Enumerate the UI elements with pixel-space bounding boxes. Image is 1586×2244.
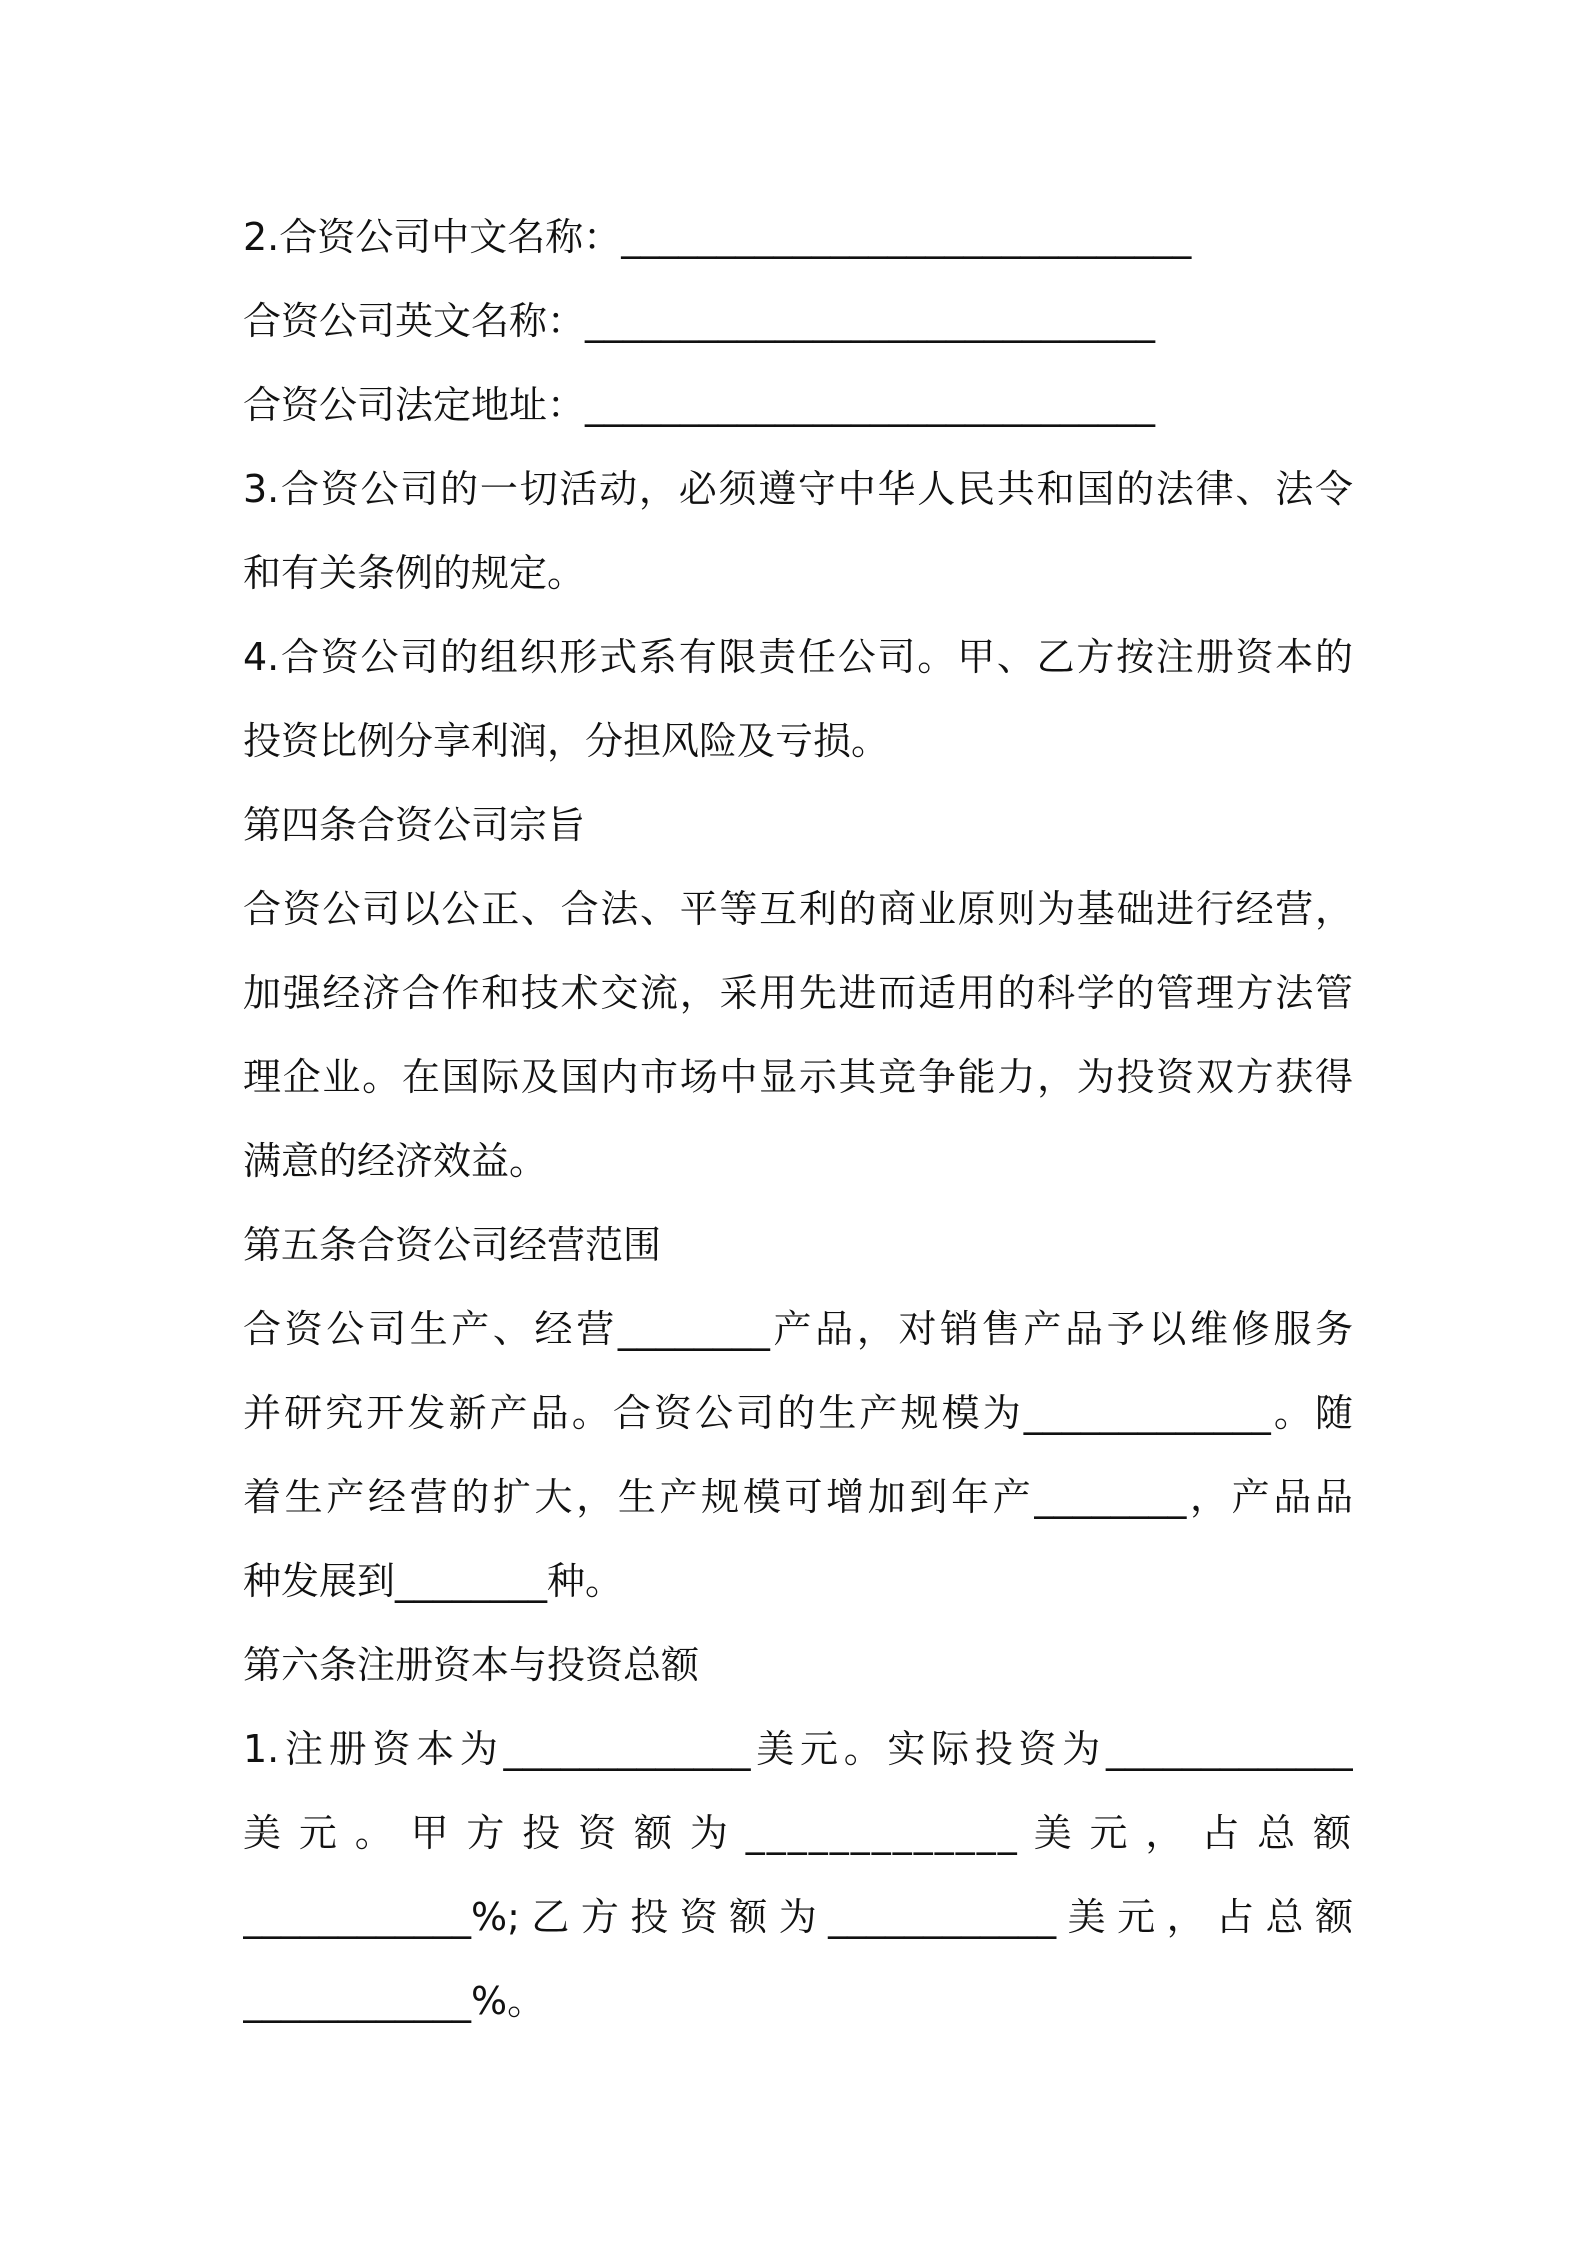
article-6-line-3: ____________%;乙方投资额为____________美元，占总额	[243, 1895, 1353, 1939]
article-4-line-4: 满意的经济效益。	[243, 1139, 548, 1183]
clause-3-line-2: 和有关条例的规定。	[243, 551, 586, 595]
clause-3-line-1: 3.合资公司的一切活动，必须遵守中华人民共和国的法律、法令	[243, 467, 1353, 511]
clause-2-english-name: 合资公司英文名称：______________________________	[243, 299, 1156, 343]
clause-4-line-1: 4.合资公司的组织形式系有限责任公司。甲、乙方按注册资本的	[243, 635, 1353, 679]
article-6-heading: 第六条注册资本与投资总额	[243, 1643, 700, 1687]
article-5-line-3: 着生产经营的扩大，生产规模可增加到年产________，产品品	[243, 1475, 1353, 1519]
article-6-line-1: 1.注册资本为_____________美元。实际投资为_____________	[243, 1727, 1353, 1771]
article-5-line-2: 并研究开发新产品。合资公司的生产规模为_____________。随	[243, 1391, 1353, 1435]
article-5-heading: 第五条合资公司经营范围	[243, 1223, 662, 1267]
document-page	[243, 195, 1353, 2043]
article-6-line-4: ____________%。	[243, 1979, 546, 2023]
article-6-line-2: 美 元 。 甲 方 投 资 额 为 _____________ 美 元 ， 占 总 额	[243, 1811, 1353, 1855]
article-5-line-4: 种发展到________种。	[243, 1559, 624, 1603]
article-4-line-1: 合资公司以公正、合法、平等互利的商业原则为基础进行经营，	[243, 887, 1353, 931]
article-4-heading: 第四条合资公司宗旨	[243, 803, 586, 847]
clause-2-chinese-name: 2.合资公司中文名称：______________________________	[243, 215, 1192, 259]
clause-4-line-2: 投资比例分享利润，分担风险及亏损。	[243, 719, 890, 763]
article-4-line-3: 理企业。在国际及国内市场中显示其竞争能力，为投资双方获得	[243, 1055, 1353, 1099]
article-5-line-1: 合资公司生产、经营________产品，对销售产品予以维修服务	[243, 1307, 1353, 1351]
clause-2-legal-address: 合资公司法定地址：______________________________	[243, 383, 1156, 427]
article-4-line-2: 加强经济合作和技术交流，采用先进而适用的科学的管理方法管	[243, 971, 1353, 1015]
